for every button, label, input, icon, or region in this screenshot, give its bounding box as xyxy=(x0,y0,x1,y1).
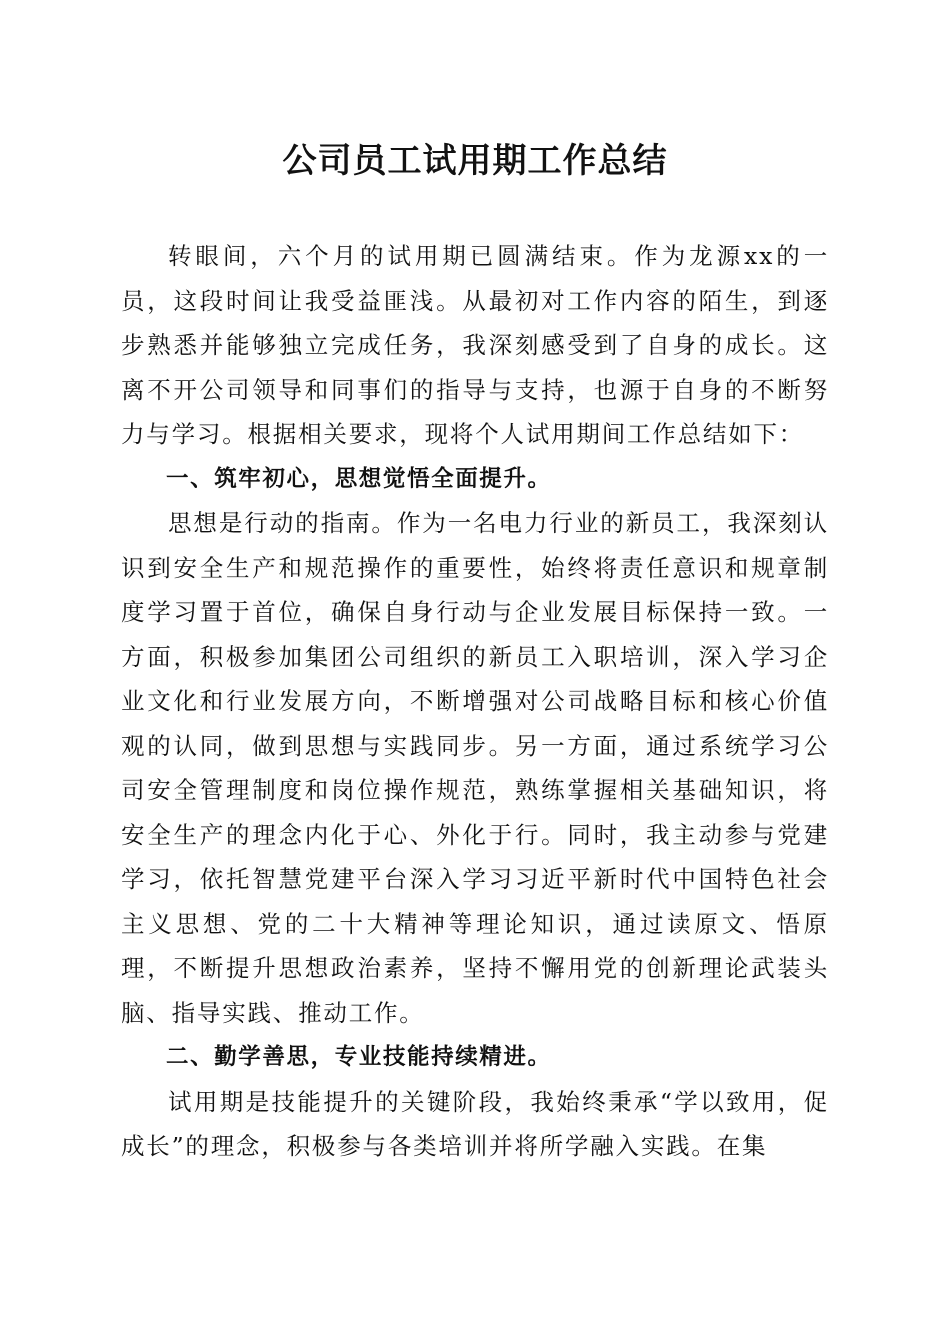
section-1-paragraph: 思想是行动的指南。作为一名电力行业的新员工，我深刻认识到安全生产和规范操作的重要性，始终将责任意识和规章制度学习置于首位，确保自身行动与企业发展目标保持一致。一方面，积极参加集团公司组织的新员工入职培训，深入学习企业文化和行业发展方向，不断增强对公司战略目标和核心价值观的认同，做到思想与实践同步。另一方面，通过系统学习公司安全管理制度和岗位操作规范，熟练掌握相关基础知识，将安全生产的理念内化于心、外化于行。同时，我主动参与党建学习，依托智慧党建平台深入学习习近平新时代中国特色社会主义思想、党的二十大精神等理论知识，通过读原文、悟原理，不断提升思想政治素养，坚持不懈用党的创新理论武装头脑、指导实践、推动工作。 xyxy=(121,509,829,1027)
document-title: 公司员工试用期工作总结 xyxy=(282,141,668,181)
intro-paragraph: 转眼间，六个月的试用期已圆满结束。作为龙源xx的一员，这段时间让我受益匪浅。从最初对工作内容的陌生，到逐步熟悉并能够独立完成任务，我深刻感受到了自身的成长。这离不开公司领导和同事们的指导与支持，也源于自身的不断努力与学习。根据相关要求，现将个人试用期间工作总结如下： xyxy=(121,242,829,448)
document-body xyxy=(121,234,829,1169)
section-heading-1: 一、筑牢初心，思想觉悟全面提升。 xyxy=(166,465,552,492)
section-2-paragraph: 试用期是技能提升的关键阶段，我始终秉承“学以致用，促成长”的理念，积极参与各类培训并将所学融入实践。在集 xyxy=(121,1087,829,1160)
section-heading-2: 二、勤学善思，专业技能持续精进。 xyxy=(166,1044,552,1070)
